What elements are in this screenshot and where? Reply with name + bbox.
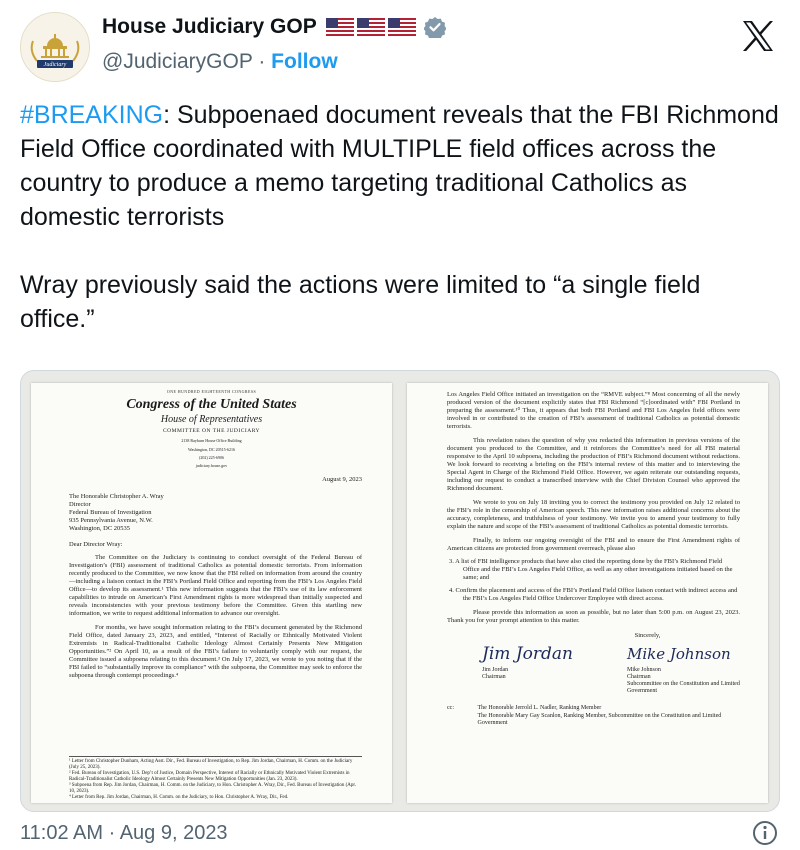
cc-line: The Honorable Mary Gay Scanlon, Ranking Member, Subcommittee on the Constitution and Limited Government xyxy=(477,712,722,726)
signature-jordan-script: Jim Jordan xyxy=(482,644,573,664)
tweet-paragraph-2: Wray previously said the actions were limited to “a single field office.” xyxy=(20,271,701,333)
cc-label: cc: xyxy=(447,705,454,711)
letter-paragraph: For months, we have sought information relating to the FBI’s document generated by the Richmond Field Office, dated January 23, 2023, and entitled, “Interest of Racially or Ethnically Motivated Violent Extremists in Radical-Traditionalist Catholic Ideology Almost Certainly Presents New Mitigation Opportunities.”² On April 10, as a result of the FBI’s failure to voluntarily comply with our request, the Committee issued a subpoena relating to this document.³ On July 17, 2023, we wrote to you noting that if the FBI failed to “substantially improve its compliance” with the subpoena, the Committee may seek to enforce the subpoena through contempt proceedings.⁴ xyxy=(69,624,362,679)
tweet-text xyxy=(20,98,780,336)
request-item: 3. A list of FBI intelligence products that have also cited the reporting done by the FBI’s Richmond Field Office and the FBI’s Los Angeles Field Office, as well as any other investigations initiated based on the same; and xyxy=(449,558,733,581)
salutation: Dear Director Wray: xyxy=(69,541,123,548)
account-names xyxy=(102,14,446,76)
signature-johnson-script: Mike Johnson xyxy=(627,645,731,663)
signer-name: Mike Johnson xyxy=(627,667,661,673)
handle-row xyxy=(102,48,446,76)
verified-badge-icon[interactable] xyxy=(424,16,446,38)
follow-button[interactable]: Follow xyxy=(271,50,338,73)
footnote: ² Fed. Bureau of Investigation, U.S. Dep’t of Justice, Domain Perspective, Interest of Racially or Ethnically Motivated Violent Extremists in Radical-Traditionalist Catholic Ideology Almost Certainly Presents New Mitigation Opportunities (Jan. 23, 2023). xyxy=(69,771,350,782)
avatar[interactable] xyxy=(20,12,90,82)
footnote: ¹ Letter from Christopher Dunham, Acting Asst. Dir., Fed. Bureau of Investigation, to Rep. Jim Jordan, Chairman, H. Comm. on the Judiciary (July 25, 2023). xyxy=(69,759,353,770)
cc-block xyxy=(447,705,740,728)
capitol-logo-icon xyxy=(21,13,89,81)
signer-title: Chairman xyxy=(482,674,506,680)
letter-paragraph: Los Angeles Field Office initiated an investigation on the “RMVE subject.”⁸ Most concerning of all the newly produced version of the document explicitly states that FBI Richmond “[c]oordinated with” FBI Portland in preparing the assessment.¹⁰ Thus, it appears that both FBI Portland and FBI Los Angeles field offices were involved in or contributed to the creation of FBI’s assessment of traditional Catholics as potential domestic terrorists. xyxy=(447,391,740,430)
signature-jordan xyxy=(482,641,592,681)
hashtag-link[interactable]: #BREAKING xyxy=(20,101,164,129)
display-name[interactable]: House Judiciary GOP xyxy=(102,15,317,38)
recipient-line: 935 Pennsylvania Avenue, N.W. xyxy=(69,517,153,524)
us-flag-icon xyxy=(388,18,416,36)
footnote: ³ Subpoena from Rep. Jim Jordan, Chairman, H. Comm. on the Judiciary, to Hon. Christopher A. Wray, Dir., Fed. Bureau of Investigation (Apr. 10, 2023). xyxy=(69,783,357,794)
house-title: House of Representatives xyxy=(160,414,263,425)
display-name-row[interactable] xyxy=(102,14,446,40)
signer-title: Chairman xyxy=(627,674,651,680)
handle[interactable]: @JudiciaryGOP xyxy=(102,50,253,73)
document-page-2 xyxy=(407,383,768,803)
tweet-header xyxy=(20,10,780,80)
letterhead xyxy=(31,389,392,468)
tweet-timestamp[interactable]: 11:02 AM · Aug 9, 2023 xyxy=(20,822,228,844)
address-line-2: Washington, DC 20515-6216 xyxy=(188,447,235,452)
request-item: 4. Confirm the placement and access of the FBI’s Portland Field Office liaison contact with indirect access and the FBI’s Los Angeles Field Office Undercover Employee with direct access. xyxy=(449,587,738,602)
letter-paragraph: This revelation raises the question of why you redacted this information in previous versions of the document you produced to the Committee, and it reinforces the Committee’s need for all FBI material responsive to the April 10 subpoena, including the production of FBI’s Richmond document without redactions. We look forward to receiving a briefing on the FBI’s internal review of this matter and to interviewing the Special Agent in Charge of the Richmond Field Office. However, we again reiterate our outstanding requests, including our request to conduct a transcribed interview with the Chief Division Counsel who approved the Richmond document. xyxy=(447,437,740,492)
phone: (202) 225-6906 xyxy=(199,455,224,460)
signature-block xyxy=(407,641,768,703)
congress-title: Congress of the United States xyxy=(126,397,297,412)
closing: Sincerely, xyxy=(634,632,661,639)
signer-name: Jim Jordan xyxy=(482,667,509,673)
us-flag-icon xyxy=(326,18,354,36)
document-page-1 xyxy=(31,383,392,803)
separator-dot: · xyxy=(258,50,266,73)
flag-emojis xyxy=(326,18,416,36)
cc-line: The Honorable Jerrold L. Nadler, Ranking Member xyxy=(477,705,602,711)
recipient-line: The Honorable Christopher A. Wray xyxy=(69,493,164,500)
info-icon[interactable] xyxy=(752,820,778,846)
footnotes xyxy=(69,756,362,801)
signer-subtitle: Subcommittee on the Constitution and Limited Government xyxy=(627,681,740,694)
committee-name: COMMITTEE ON THE JUDICIARY xyxy=(162,428,261,434)
website: judiciary.house.gov xyxy=(195,463,228,468)
recipient-line: Washington, DC 20535 xyxy=(69,525,131,532)
letter-paragraph: Please provide this information as soon as possible, but no later than 5:00 p.m. on August 23, 2023. Thank you for your prompt attention to this matter. xyxy=(447,609,740,624)
recipient-line: Director xyxy=(69,501,91,508)
letter-paragraph: The Committee on the Judiciary is continuing to conduct oversight of the Federal Bureau of Investigation’s (FBI) assessment of traditional Catholics as potential domestic terrorists. From information recently produced to the Committee, we now know that the FBI relied on information from around the country—including a liaison contact in the FBI’s Portland Field Office and reporting from the FBI’s Los Angeles Field Office—to develop its assessment.¹ This new information suggests that the FBI’s use of its law enforcement capabilities to intrude on American’s First Amendment rights is more widespread than initially suspected and reveals inconsistencies with your previous testimony before the Committee. Given this startling new information, we write to request additional information to advance our oversight. xyxy=(69,554,362,617)
letter-paragraph: Finally, to inform our ongoing oversight of the FBI and to ensure the First Amendment rights of American citizens are protected from government overreach, please also xyxy=(447,537,740,552)
congress-number: ONE HUNDRED EIGHTEENTH CONGRESS xyxy=(166,389,257,394)
svg-text:Judiciary: Judiciary xyxy=(43,62,67,68)
tweet-paragraph-1-text: : Subpoenaed document reveals that the FBI Richmond Field Office coordinated with MULTIPLE field offices across the country to produce a memo targeting traditional Catholics as domestic terrorists xyxy=(20,101,779,231)
letter-date: August 9, 2023 xyxy=(322,476,362,483)
attached-document-image[interactable] xyxy=(20,370,780,812)
signature-johnson xyxy=(627,641,757,695)
footnote: ⁴ Letter from Rep. Jim Jordan, Chairman, H. Comm. on the Judiciary, to Hon. Christopher A. Wray, Dir., Fed. xyxy=(69,795,289,800)
tweet-paragraph-1 xyxy=(20,98,780,234)
recipient-block xyxy=(69,493,392,533)
recipient-line: Federal Bureau of Investigation xyxy=(69,509,152,516)
address-line-1: 2138 Rayburn House Office Building xyxy=(181,438,242,443)
letter-paragraph: We wrote to you on July 18 inviting you to correct the testimony you provided on July 12 related to the FBI’s role in the censorship of American speech. This new information raises additional concerns about the accuracy, completeness, and truthfulness of your testimony. We invite you to amend your testimony to fully explain the nature and scope of the FBI’s assessment of traditional Catholics as potential domestic terrorists. xyxy=(447,499,740,530)
x-logo-icon[interactable] xyxy=(740,18,776,54)
us-flag-icon xyxy=(357,18,385,36)
